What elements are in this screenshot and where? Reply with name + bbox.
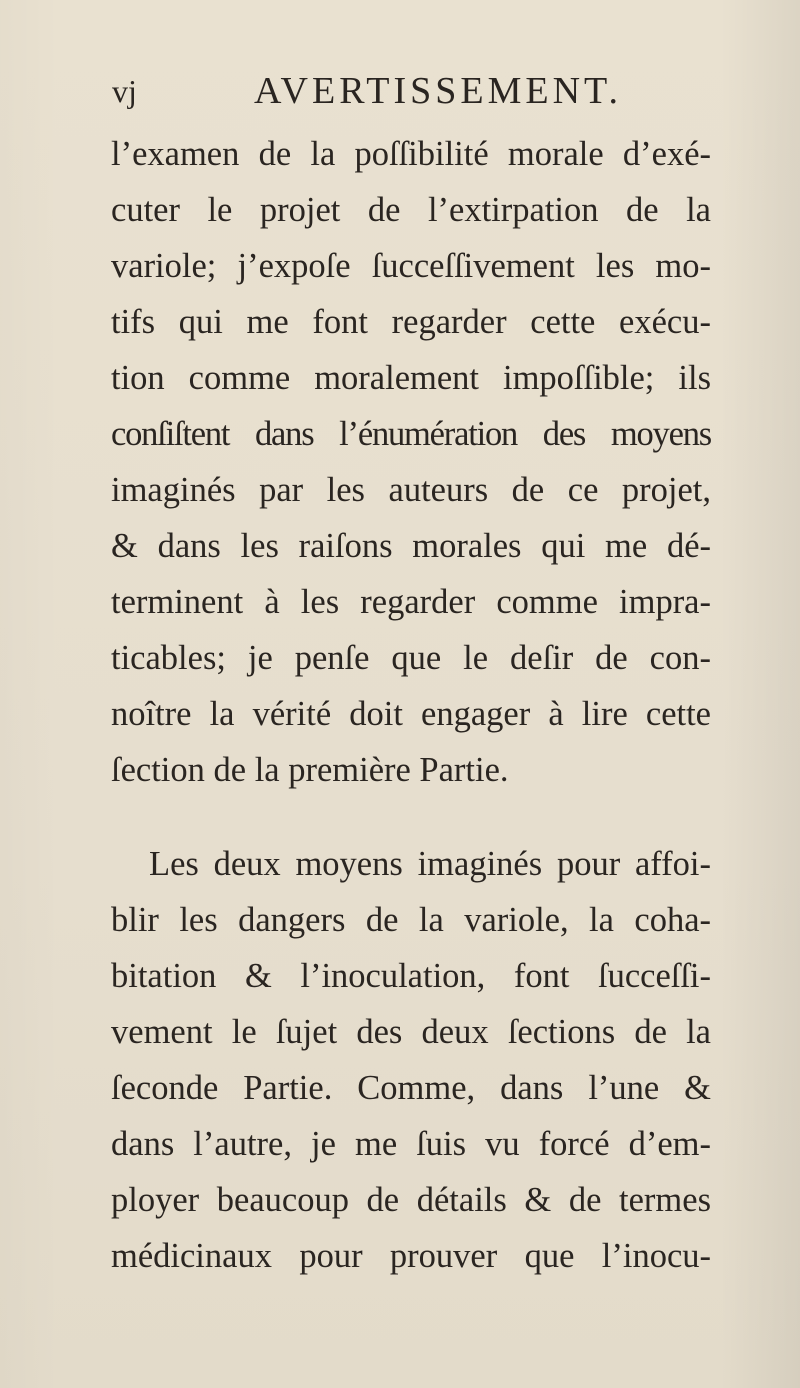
text-line: terminent à les regarder comme impra- (111, 583, 711, 621)
text-line: & dans les raiſons morales qui me dé- (111, 527, 711, 565)
text-line: ployer beaucoup de détails & de termes (111, 1181, 711, 1219)
text-line: noître la vérité doit engager à lire cette (111, 695, 711, 733)
text-line: l’examen de la poſſibilité morale d’exé- (111, 135, 711, 173)
text-line: conſiſtent dans l’énumération des moyens (111, 415, 711, 453)
text-line: ſection de la première Partie. (111, 751, 509, 789)
text-line: Les deux moyens imaginés pour affoi- (149, 845, 711, 883)
page-header (112, 66, 672, 116)
text-line: médicinaux pour prouver que l’inocu- (111, 1237, 711, 1275)
text-line: imaginés par les auteurs de ce projet, (111, 471, 711, 509)
text-line: bitation & l’inoculation, font ſucceſſi- (111, 957, 711, 995)
text-line: vement le ſujet des deux ſections de la (111, 1013, 711, 1051)
text-line: ticables; je penſe que le deſir de con- (111, 639, 711, 677)
text-line: tifs qui me font regarder cette exécu- (111, 303, 711, 341)
text-line: ſeconde Partie. Comme, dans l’une & (111, 1069, 711, 1107)
page-number: vj (112, 73, 137, 109)
text-line: tion comme moralement impoſſible; ils (111, 359, 711, 397)
text-line: dans l’autre, je me ſuis vu forcé d’em- (111, 1125, 711, 1163)
running-title: AVERTISSEMENT. (254, 70, 622, 112)
text-line: cuter le projet de l’extirpation de la (111, 191, 711, 229)
text-line: blir les dangers de la variole, la coha- (111, 901, 711, 939)
text-line: variole; j’expoſe ſucceſſivement les mo- (111, 247, 711, 285)
